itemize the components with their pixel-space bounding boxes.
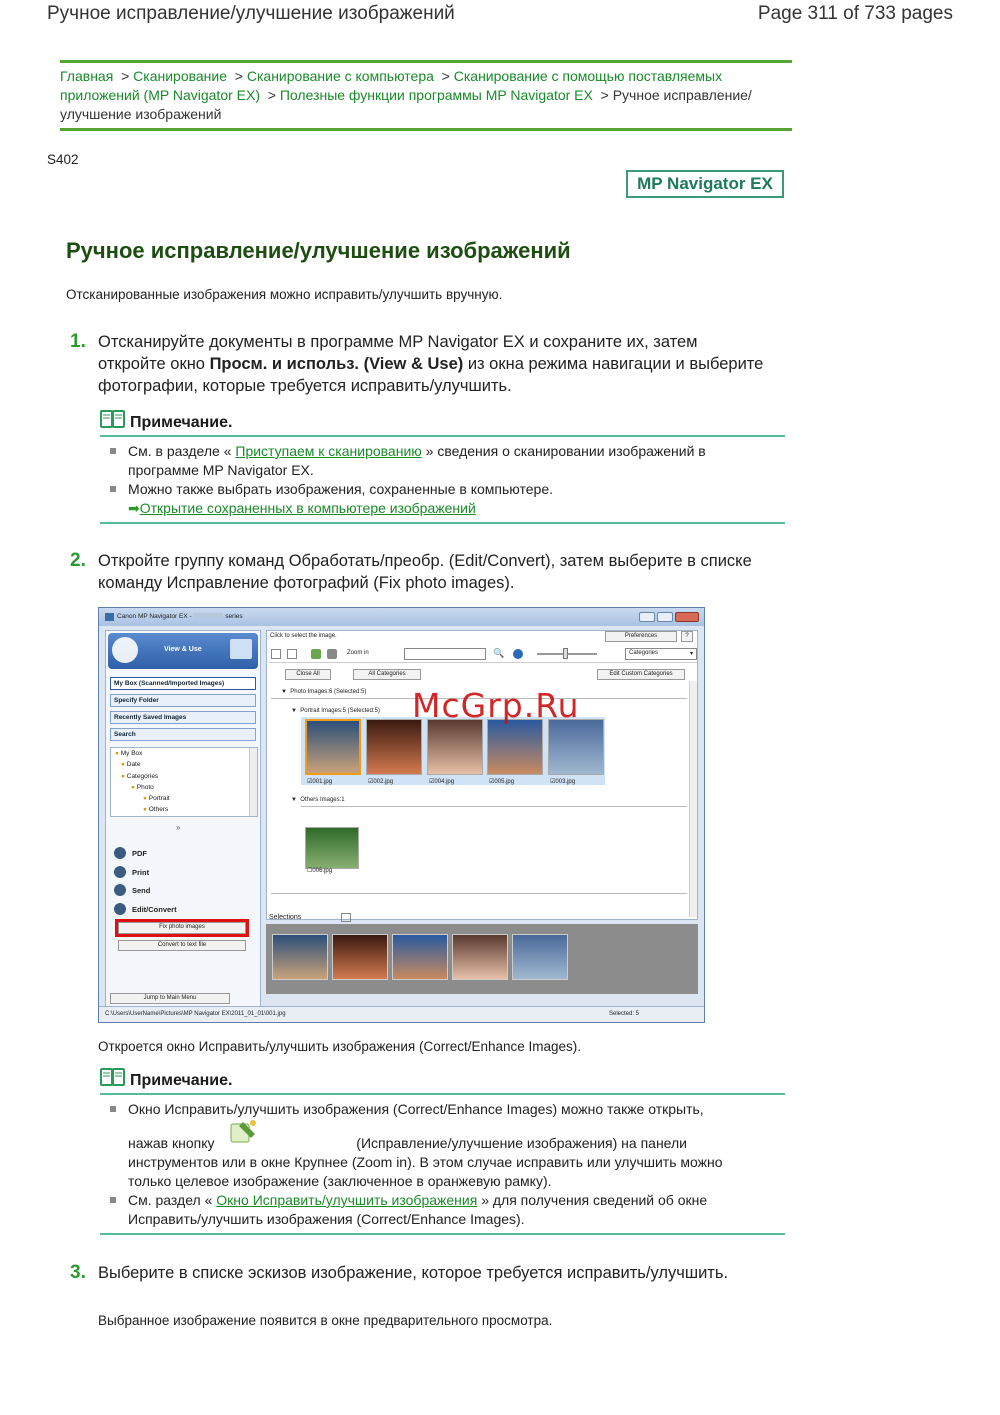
note-text: Окно Исправить/улучшить изображения (Correct/Enhance Images) можно также открыть, [128,1101,704,1117]
divider [100,1093,785,1095]
note-title: Примечание. [130,414,233,431]
selected-thumbnail[interactable] [512,934,568,980]
photo-group[interactable]: ▼ Photo Images:6 (Selected:5) [281,689,367,695]
page-info: Page 311 of 733 pages [757,3,953,24]
hint-text: Click to select the image. [270,633,337,639]
note-text: Можно также выбрать изображения, сохраненные в компьютере. [128,481,553,497]
arrow-right-icon: ➡ [128,500,140,516]
menu-print[interactable]: Print [132,868,149,877]
monitor-icon [230,639,252,659]
search-icon[interactable]: 🔍 [493,648,505,658]
slider-handle[interactable] [563,648,568,659]
tree-scrollbar[interactable] [249,748,257,816]
intro-text: Отсканированные изображения можно исправить/улучшить вручную. [66,287,503,302]
selected-thumbnail[interactable] [332,934,388,980]
grid-large-icon[interactable] [287,649,297,659]
product-badge: MP Navigator EX [626,170,784,198]
tree-item[interactable]: ● Others [143,806,169,814]
watermark: McGrp.Ru [412,686,580,725]
correct-enhance-icon[interactable] [311,649,321,659]
step-3-text: Выберите в списке эскизов изображение, которое требуется исправить/улучшить. [98,1264,729,1282]
status-selected: Selected: 5 [609,1011,640,1017]
close-all-button[interactable]: Close All [285,669,331,680]
nav-recently-saved[interactable]: Recently Saved Images [110,711,256,724]
status-bar [99,1006,704,1022]
file-checkbox[interactable]: ☐006.jpg [307,868,333,874]
note-text: См. раздел « [128,1192,217,1208]
refresh-icon[interactable] [513,649,523,659]
note-item [128,1100,778,1119]
note-text: См. в разделе « [128,443,236,459]
fix-photo-images-button[interactable]: Fix photo images [118,922,246,934]
pane-scrollbar[interactable] [689,681,697,917]
step-1-pre: Отсканируйте документы в программе MP Navigator EX и сохраните их, затем откройте окно [98,333,698,373]
app-icon [105,613,114,621]
step-1-bold: Просм. и использ. (View & Use) [209,355,464,373]
link-correct-enhance-window[interactable]: Окно Исправить/улучшить изображения [216,1192,478,1208]
menu-send[interactable]: Send [132,886,150,895]
sidebar [105,630,261,1016]
crumb-scanning[interactable]: Сканирование [133,68,228,84]
divider [301,806,687,807]
chevron-down-icon[interactable]: » [176,823,181,832]
chevron-down-icon: ▾ [689,651,693,657]
menu-pdf[interactable]: PDF [132,849,147,858]
edit-custom-categories-button[interactable]: Edit Custom Categories [597,669,685,680]
note-text: нажав кнопку [128,1135,219,1151]
thumbnail[interactable] [305,827,359,869]
view-use-banner [108,633,258,669]
step-3-subtext: Выбранное изображение появится в окне предварительного просмотра. [98,1313,553,1328]
divider [100,435,785,437]
thumbnail[interactable] [487,719,543,775]
step-number: 2. [70,550,86,571]
tree-item[interactable]: ● My Box [115,750,143,757]
maximize-button[interactable] [657,612,673,622]
sort-select[interactable]: Categories ▾ [625,648,697,660]
note-item [128,442,778,480]
portrait-group[interactable]: ▼ Portrait Images:5 (Selected:5) [291,708,380,714]
divider [60,60,792,63]
search-input[interactable] [404,648,486,660]
window-title: Canon MP Navigator EX - series [117,613,243,620]
note-text: » для получения сведений об окне Исправить/улучшить изображения (Correct/Enhance Images). [128,1192,708,1227]
tree-item[interactable]: ● Date [121,761,141,769]
convert-to-text-button[interactable]: Convert to text file [118,940,246,951]
link-open-saved-images[interactable]: Открытие сохраненных в компьютере изображений [139,500,476,516]
selected-thumbnail[interactable] [272,934,328,980]
step-1-post: из окна режима навигации и выберите фотографии, которые требуется исправить/улучшить. [98,355,764,395]
tree-item[interactable]: ● Portrait [143,795,170,803]
view-use-label: View & Use [164,646,202,653]
close-button[interactable] [675,612,699,622]
minimize-button[interactable] [639,612,655,622]
page-title: Ручное исправление/улучшение изображений [66,238,571,263]
note-link-row [128,499,778,518]
divider [60,128,792,131]
note-item [128,1191,778,1229]
link-getting-started[interactable]: Приступаем к сканированию [235,443,422,459]
step-2-text: Откройте группу команд Обработать/преобр. (Edit/Convert), затем выберите в списке команду Исправление фотографий (Fix photo images). [98,552,752,592]
thumbnail[interactable] [548,719,604,775]
crumb-home[interactable]: Главная [60,68,114,84]
zoom-in-button[interactable]: Zoom in [347,650,369,656]
doc-code: S402 [47,152,79,167]
navigate-icon [112,637,138,663]
tree-item[interactable]: ● Categories [121,772,159,780]
tree-item[interactable]: ● Photo [131,783,154,791]
menu-edit-convert[interactable]: Edit/Convert [132,905,177,914]
nav-search[interactable]: Search [110,728,256,741]
file-checkbox[interactable]: ☑004.jpg [429,779,455,785]
others-group[interactable]: ▼ Others Images:1 [291,797,345,803]
crumb-bundled-apps[interactable]: Сканирование с помощью поставляемых приложений (MP Navigator EX) [60,68,723,103]
app-window [98,607,705,1023]
note-text: » сведения о сканировании изображений в программе MP Navigator EX. [128,443,706,478]
file-checkbox[interactable]: ☑002.jpg [368,779,394,785]
divider [271,893,687,894]
selected-thumbnail[interactable] [392,934,448,980]
note-item [128,480,778,499]
thumbnail[interactable] [305,719,361,775]
all-categories-button[interactable]: All Categories [353,669,421,680]
doc-title: Ручное исправление/улучшение изображений [47,3,455,24]
file-checkbox[interactable]: ☑005.jpg [489,779,515,785]
folder-tree [110,747,258,817]
window-titlebar [99,608,704,626]
thumbnail-pane [266,630,698,920]
crumb-scan-pc[interactable]: Сканирование с компьютера [246,68,434,84]
grid-view-icon[interactable] [341,913,351,922]
book-icon [100,410,126,429]
help-button[interactable]: ? [681,631,693,642]
jump-main-menu-button[interactable]: Jump to Main Menu [110,993,230,1004]
step-1-text [98,331,768,397]
toolbar [269,647,697,663]
note-item-cont [128,1134,768,1191]
crumb-useful-functions[interactable]: Полезные функции программы MP Navigator EX [279,87,593,103]
selections-strip [266,924,698,994]
after-screenshot-text: Откроется окно Исправить/улучшить изображения (Correct/Enhance Images). [98,1039,582,1054]
book-icon [100,1068,126,1087]
divider [100,1233,785,1235]
thumbnail[interactable] [427,719,483,775]
note-title: Примечание. [130,1072,233,1089]
file-checkbox[interactable]: ☑001.jpg [307,779,333,785]
nav-my-box[interactable]: My Box (Scanned/Imported Images) [110,677,256,690]
nav-specify-folder[interactable]: Specify Folder [110,694,256,707]
step-number: 3. [70,1262,86,1283]
selections-label: Selections [269,914,302,921]
grid-view-icon[interactable] [271,649,281,659]
step-number: 1. [70,331,86,352]
preferences-button[interactable]: Preferences [605,631,677,642]
divider [100,522,785,524]
rotate-icon[interactable] [327,649,337,659]
crumb-current: Ручное исправление/улучшение изображений [60,87,752,122]
note-text: (Исправление/улучшение изображения) на панели инструментов или в окне Крупнее (Zoom in). В этом случае исправить или улучшить можно только целевое изображение (заключенное в оранжевую рамку). [128,1135,723,1189]
status-path: C:\Users\UserName\Pictures\MP Navigator EX\2011_01_01\001.jpg [105,1011,286,1017]
breadcrumb: Главная > Сканирование > Сканирование с компьютера > Сканирование с помощью поставляемых приложений (MP Navigator EX) > Полезные функции программы MP Navigator EX > Ручное исправление/улучшение изображений [60,68,752,122]
thumbnail[interactable] [366,719,422,775]
file-checkbox[interactable]: ☑003.jpg [550,779,576,785]
selected-thumbnail[interactable] [452,934,508,980]
